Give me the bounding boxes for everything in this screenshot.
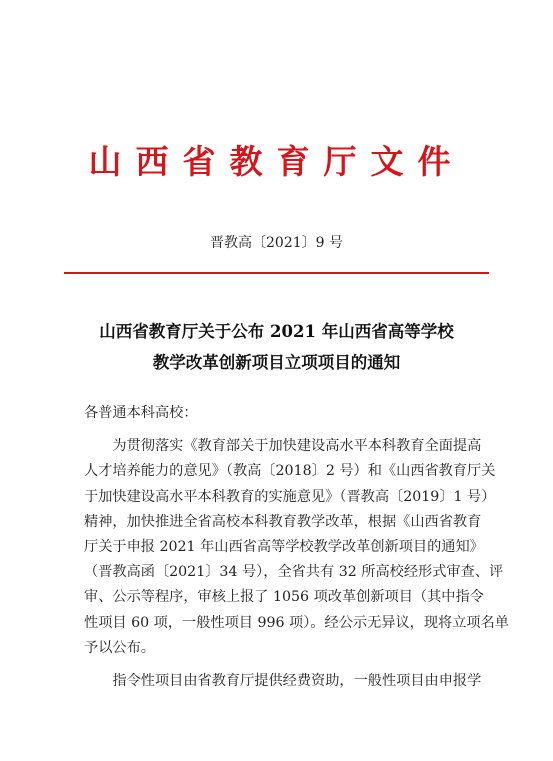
agency-header-title: 山西省教育厅文件: [88, 142, 465, 181]
body-line: （晋教高函〔2021〕34 号），全省共有 32 所高校经形式审查、评: [84, 564, 504, 581]
body-line: 于加快建设高水平本科教育的实施意见》（晋教高〔2019〕1 号）: [84, 488, 496, 505]
document-number: 晋教高〔2021〕9 号: [210, 235, 343, 251]
body-line: 厅关于申报 2021 年山西省高等学校教学改革创新项目的通知》: [84, 538, 484, 555]
notice-title-line-1: 山西省教育厅关于公布 2021 年山西省高等学校: [99, 322, 454, 341]
body-line: 予以公布。: [84, 639, 155, 656]
body-line: 指令性项目由省教育厅提供经费资助，一般性项目由申报学: [84, 672, 482, 689]
body-line: 性项目 60 项，一般性项目 996 项）。经公示无异议，现将立项名单: [84, 614, 509, 631]
body-line: 精神，加快推进全省高校本科教育教学改革，根据《山西省教育: [84, 513, 482, 530]
salutation: 各普通本科高校：: [84, 405, 198, 421]
notice-title: [0, 316, 553, 378]
body-line: 审、公示等程序，审核上报了 1056 项改革创新项目（其中指令: [84, 589, 484, 606]
notice-body: [84, 401, 509, 694]
body-line: 为贯彻落实《教育部关于加快建设高水平本科教育全面提高: [84, 438, 482, 455]
header-divider: [64, 272, 489, 274]
body-line: 人才培养能力的意见》（教高〔2018〕2 号）和《山西省教育厅关: [84, 463, 496, 480]
notice-title-line-2: 教学改革创新项目立项项目的通知: [152, 353, 401, 372]
